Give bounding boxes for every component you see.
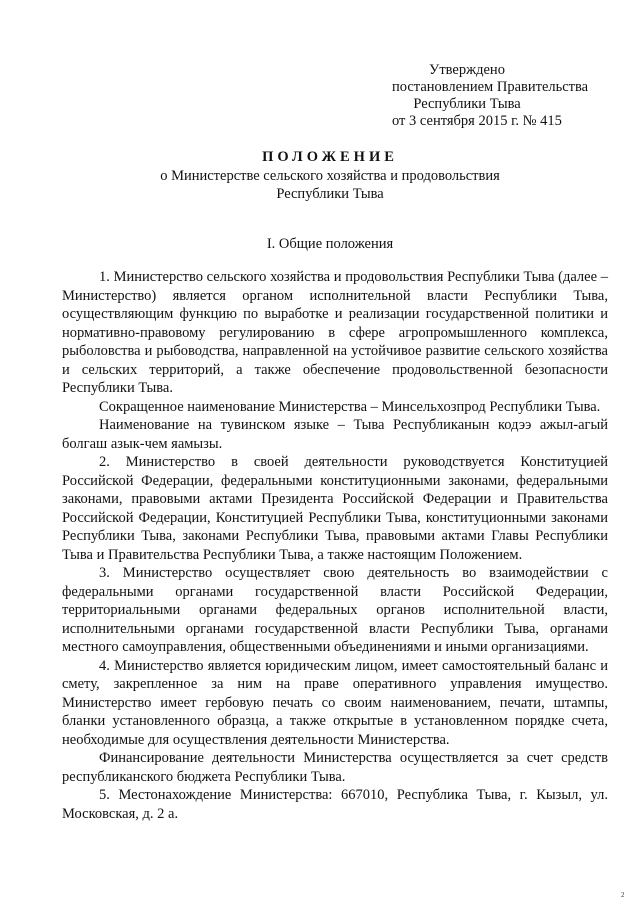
section-heading: I. Общие положения (266, 236, 394, 252)
approval-line: Утверждено (429, 62, 505, 78)
paragraph: 4. Министерство является юридическим лицом, имеет самостоятельный баланс и смету, закрепленное за ним на праве оперативного управления имущество. Министерство имеет гербовую печать со своим наименованием, печати, штампы, бланки установленного образца, а также открытые в установленном порядке счета, необходимые для осуществления деятельности Министерства. (62, 657, 608, 748)
paragraph: Наименование на тувинском языке – Тыва Республиканын кодээ ажыл-агый болгаш азык-чем яамызы. (62, 417, 608, 452)
paragraph: 2. Министерство в своей деятельности руководствуется Конституцией Российской Федерации, федеральными конституционными законами, федеральными законами, правовыми актами Президента Российской Федерации и Правительства Российской Федерации, Конституцией Республики Тыва, конституционными законами Республики Тыва, законами Республики Тыва, правовыми актами Главы Республики Тыва и Правительства Республики Тыва, а также настоящим Положением. (62, 454, 608, 563)
page-number: 2 (621, 891, 625, 899)
paragraph: 5. Местонахождение Министерства: 667010, Республика Тыва, г. Кызыл, ул. Московская, д. 2 а. (62, 787, 608, 822)
approval-date: от 3 сентября 2015 г. № 415 (392, 113, 562, 129)
paragraph: 1. Министерство сельского хозяйства и продовольствия Республики Тыва (далее – Министерство) является органом исполнительной власти Республики Тыва, осуществляющим функцию по выработке и реализации государственной политики и нормативно-правовому регулированию в сфере агропромышленного комплекса, рыболовства и рыбоводства, направленной на устойчивое развитие сельского хозяйства и сельских территорий, а также обеспечение продовольственной безопасности Республики Тыва. (62, 269, 608, 396)
title-block (0, 148, 640, 203)
approval-stamp (392, 62, 589, 130)
approval-line: Республики Тыва (413, 96, 521, 112)
document-body (62, 268, 608, 823)
document-title: ПОЛОЖЕНИЕ (262, 149, 398, 165)
approval-line: постановлением Правительства (392, 79, 589, 95)
paragraph: Финансирование деятельности Министерства осуществляется за счет средств республиканского бюджета Республики Тыва. (62, 750, 608, 785)
paragraph: 3. Министерство осуществляет свою деятельность во взаимодействии с федеральными органами государственной власти Российской Федерации, территориальными органами федеральных органов исполнительной власти, исполнительными органами государственной власти Республики Тыва, органами местного самоуправления, общественными объединениями и иными организациями. (62, 565, 608, 655)
document-subtitle: Республики Тыва (276, 186, 384, 202)
document-subtitle: о Министерстве сельского хозяйства и продовольствия (160, 168, 500, 184)
paragraph: Сокращенное наименование Министерства – Минсельхозпрод Республики Тыва. (99, 398, 601, 415)
